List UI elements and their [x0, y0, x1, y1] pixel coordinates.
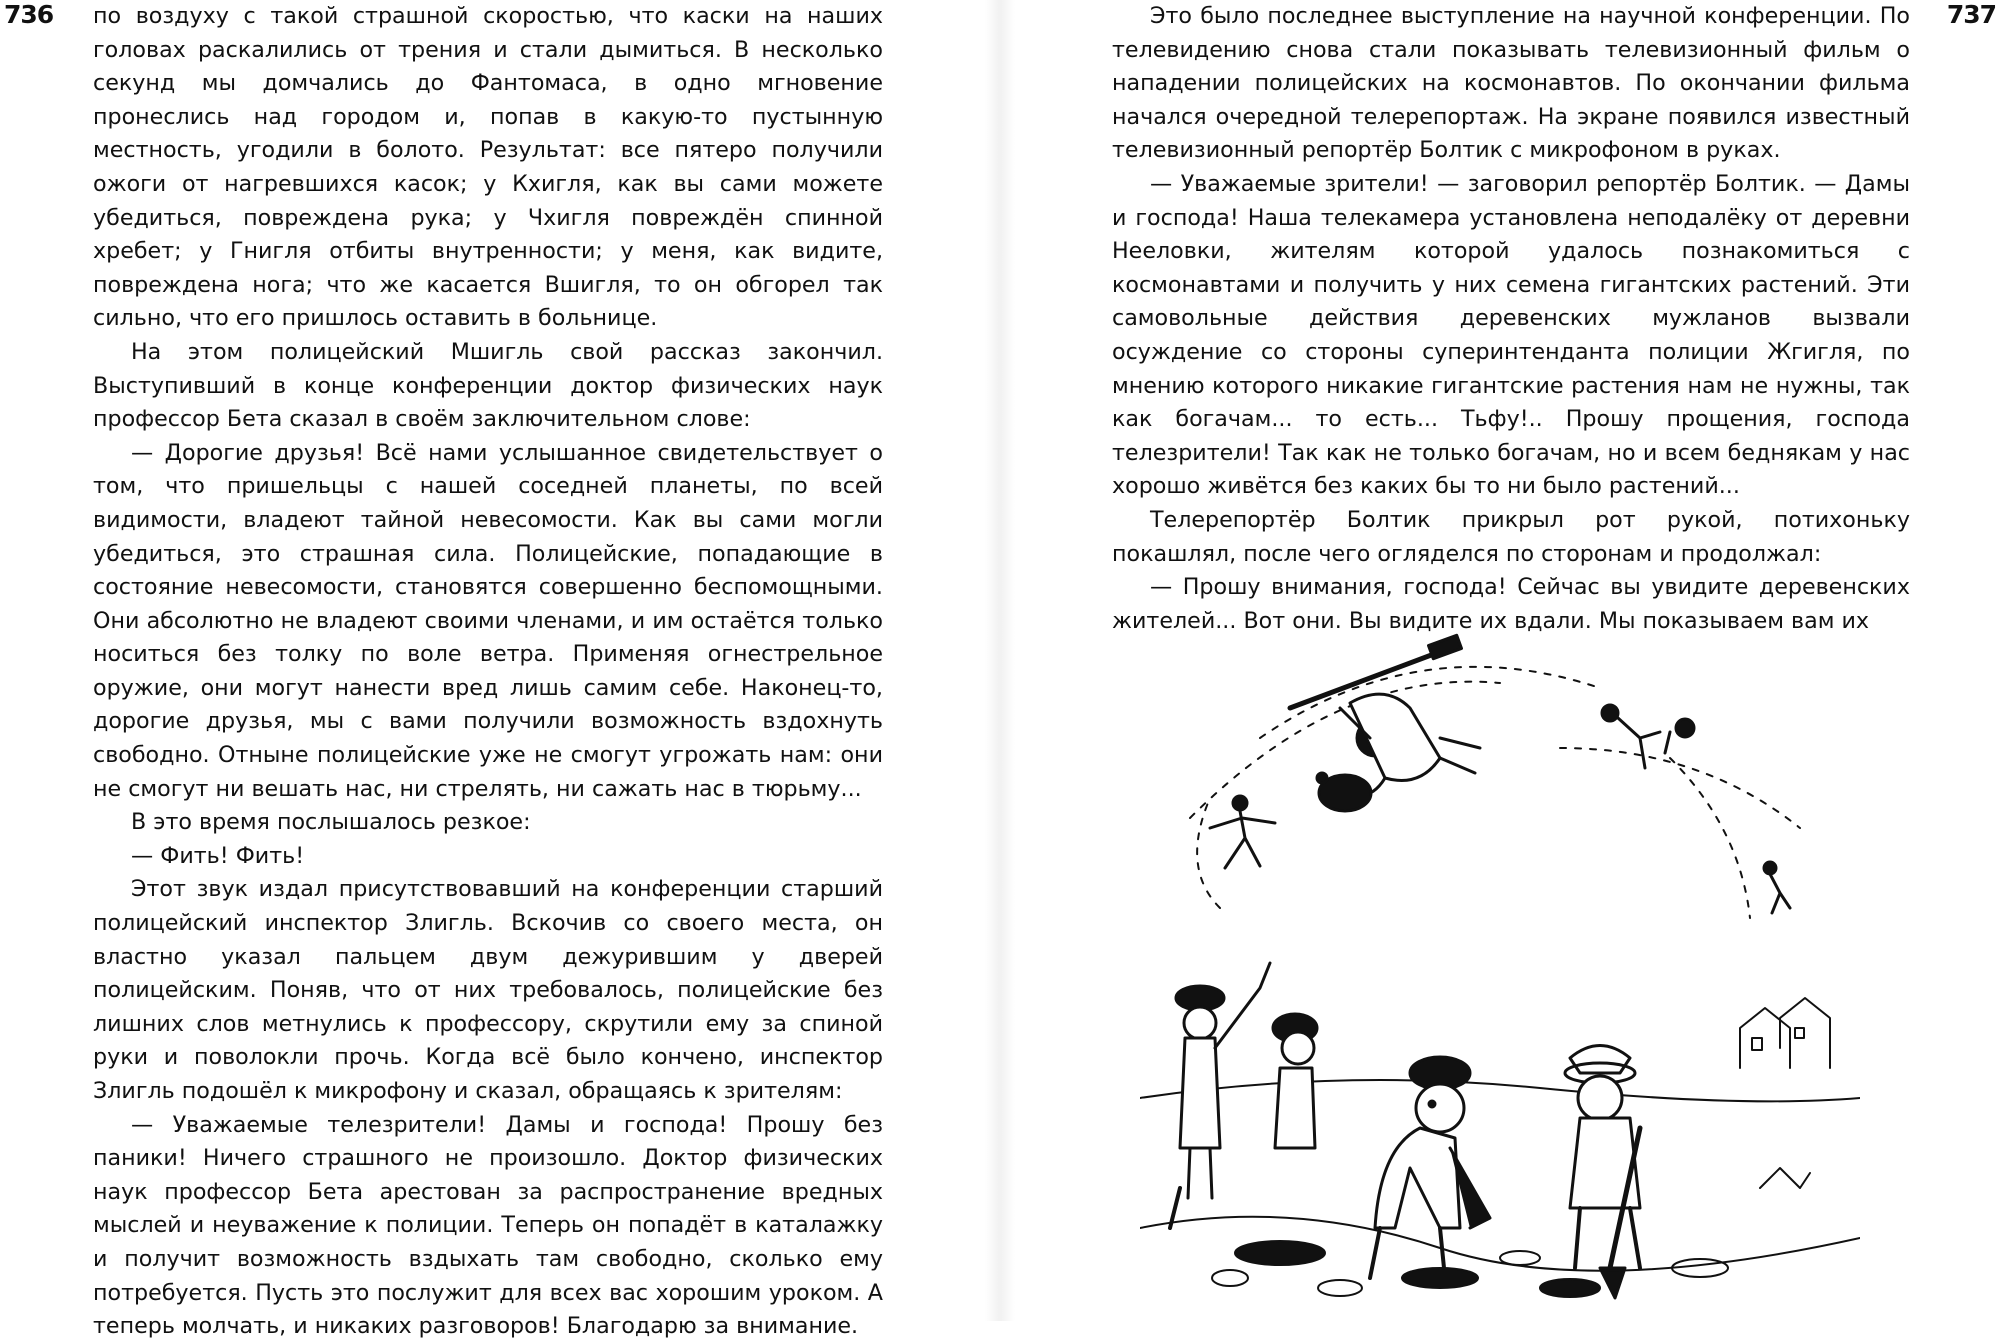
book-gutter	[985, 0, 1015, 1321]
left-page-text	[93, 0, 883, 1344]
paragraph: Этот звук издал присутствовавший на конференции старший полицейский инспектор Злигль. Вскочив со своего места, он властно указал пальцем двум дежурившим у дверей полицейским. Поняв, что от них требовалось, полицейские без лишних слов метнулись к профессору, скрутили ему за спиной руки и поволокли прочь. Когда всё было кончено, инспектор Злигль подошёл к микрофону и сказал, обращаясь к зрителям:	[93, 876, 883, 1104]
flying-figure-small	[1602, 705, 1694, 768]
digging-villager-right	[1565, 1046, 1640, 1299]
distant-houses	[1740, 998, 1830, 1068]
paragraph: — Прошу внимания, господа! Сейчас вы увидите деревенских жителей... Вот они. Вы видите их вдали. Мы показываем вам их	[1112, 574, 1910, 634]
dug-earth	[1140, 1168, 1860, 1297]
right-page-text	[1112, 0, 1910, 638]
boy-villager	[1273, 1014, 1317, 1148]
flying-figure-left	[1210, 796, 1275, 868]
paragraph: — Дорогие друзья! Всё нами услышанное свидетельствует о том, что пришельцы с нашей соседней планеты, по всей видимости, владеют тайной невесомости. Как вы сами могли убедиться, это страшная сила. Полицейские, попадающие в состояние невесомости, становятся совершенно беспомощными. Они абсолютно не владеют своими членами, и им остаётся только носиться без толку по воле ветра. Применяя огнестрельное оружие, они могут нанести вред лишь самим себе. Наконец-то, дорогие друзья, мы с вами получили возможность вздохнуть свободно. Отныне полицейские уже не смогут угрожать нам: они не смогут ни вешать нас, ни стрелять, ни сажать нас в тюрьму...	[93, 439, 883, 802]
paragraph: по воздуху с такой страшной скоростью, что каски на наших головах раскалились от трения и стали дымиться. В несколько секунд мы домчались до Фантомаса, в одно мгновение пронеслись над городом и, попав в какую-то пустынную местность, угодили в болото. Результат: все пятеро получили ожоги от нагревшихся касок; у Кхигля, как вы сами можете убедиться, повреждена рука; у Чхигля повреждён спинной хребет; у Гнигля отбиты внутренности; у меня, как видите, повреждена нога; что же касается Вшигля, то он обгорел так сильно, что его пришлось оставить в больнице.	[93, 3, 883, 332]
page-number-right: 737	[1946, 0, 1996, 29]
flying-policeman	[1290, 635, 1480, 811]
book-illustration	[1140, 628, 1860, 1318]
paragraph: В это время послышалось резкое:	[131, 809, 531, 836]
paragraph: На этом полицейский Мшигль свой рассказ закончил. Выступивший в конце конференции доктор физических наук профессор Бета сказал в своём заключительном слове:	[93, 338, 883, 433]
pointing-villager	[1170, 963, 1270, 1228]
page-number-left: 736	[4, 0, 54, 29]
paragraph: — Фить! Фить!	[131, 842, 305, 869]
motion-lines	[1190, 667, 1800, 918]
paragraph: Телерепортёр Болтик прикрыл рот рукой, потихоньку покашлял, после чего огляделся по сторонам и продолжал:	[1112, 506, 1910, 567]
flying-figure-right	[1764, 862, 1790, 913]
paragraph: — Уважаемые зрители! — заговорил репортёр Болтик. — Дамы и господа! Наша телекамера установлена неподалёку от деревни Нееловки, жителям которой удалось познакомиться с космонавтами и получить у них семена гигантских растений. Эти самовольные действия деревенских мужланов вызвали осуждение со стороны суперинтенданта полиции Жгигля, по мнению которого никакие гигантские растения нам не нужны, так как богачам... то есть... Тьфу!.. Прошу прощения, господа телезрители! Так как не только богачам, но и всем беднякам у нас хорошо живётся без каких бы то ни было растений...	[1112, 170, 1910, 500]
paragraph: Это было последнее выступление на научной конференции. По телевидению снова стали показывать телевизионный фильм о нападении полицейских на космонавтов. По окончании фильма начался очередной телерепортаж. На экране появился известный телевизионный репортёр Болтик с микрофоном в руках.	[1112, 3, 1910, 164]
paragraph: — Уважаемые телезрители! Дамы и господа! Прошу без паники! Ничего страшного не произошло. Доктор физических наук профессор Бета арестован за распространение вредных мыслей и неуважение к полиции. Теперь он попадёт в каталажку и получит возможность вздыхать там свободно, сколько ему потребуется. Пусть это послужит для всех вас хорошим уроком. А теперь молчать, и никаких разговоров! Благодарю за внимание.	[93, 1111, 883, 1340]
